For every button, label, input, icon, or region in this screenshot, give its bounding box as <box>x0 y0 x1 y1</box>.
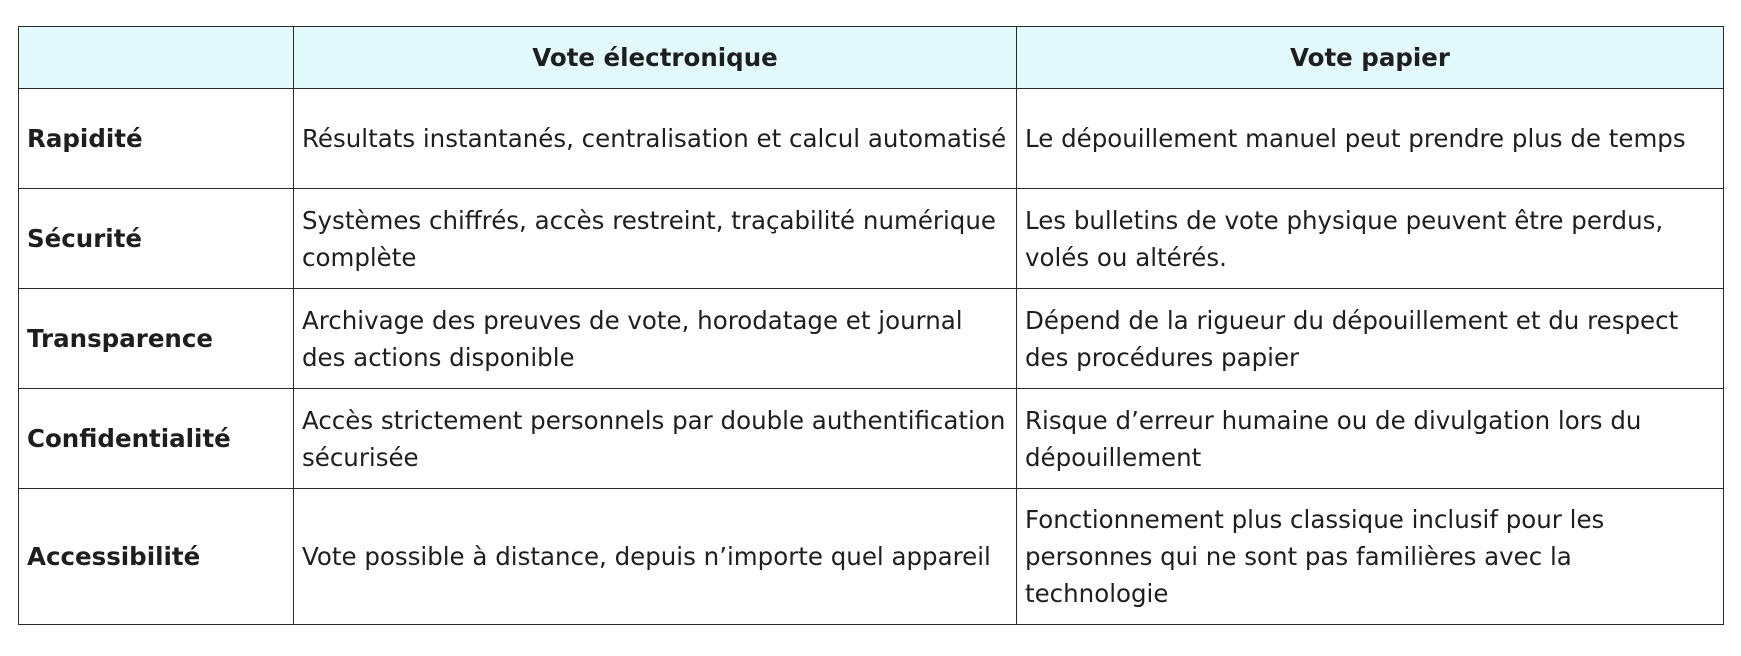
comparison-table <box>18 26 1724 625</box>
paper-cell: Risque d’erreur humaine ou de divulgation lors du dépouillement <box>1017 389 1724 489</box>
row-label: Accessibilité <box>19 489 294 625</box>
header-paper-vote: Vote papier <box>1017 27 1724 89</box>
electronic-cell: Archivage des preuves de vote, horodatage et journal des actions disponible <box>294 289 1017 389</box>
header-electronic-vote: Vote électronique <box>294 27 1017 89</box>
table-row-confidentiality <box>19 389 1724 489</box>
row-label: Transparence <box>19 289 294 389</box>
row-label: Confidentialité <box>19 389 294 489</box>
header-row <box>19 27 1724 89</box>
paper-cell: Dépend de la rigueur du dépouillement et du respect des procédures papier <box>1017 289 1724 389</box>
row-label: Sécurité <box>19 189 294 289</box>
electronic-cell: Résultats instantanés, centralisation et calcul automatisé <box>294 89 1017 189</box>
table-row-speed <box>19 89 1724 189</box>
table-row-security <box>19 189 1724 289</box>
table-row-transparency <box>19 289 1724 389</box>
paper-cell: Le dépouillement manuel peut prendre plus de temps <box>1017 89 1724 189</box>
electronic-cell: Systèmes chiffrés, accès restreint, traçabilité numérique complète <box>294 189 1017 289</box>
paper-cell: Les bulletins de vote physique peuvent être perdus, volés ou altérés. <box>1017 189 1724 289</box>
table-row-accessibility <box>19 489 1724 625</box>
electronic-cell: Accès strictement personnels par double authentification sécurisée <box>294 389 1017 489</box>
header-corner-cell <box>19 27 294 89</box>
row-label: Rapidité <box>19 89 294 189</box>
paper-cell: Fonctionnement plus classique inclusif pour les personnes qui ne sont pas familières avec la technologie <box>1017 489 1724 625</box>
electronic-cell: Vote possible à distance, depuis n’importe quel appareil <box>294 489 1017 625</box>
